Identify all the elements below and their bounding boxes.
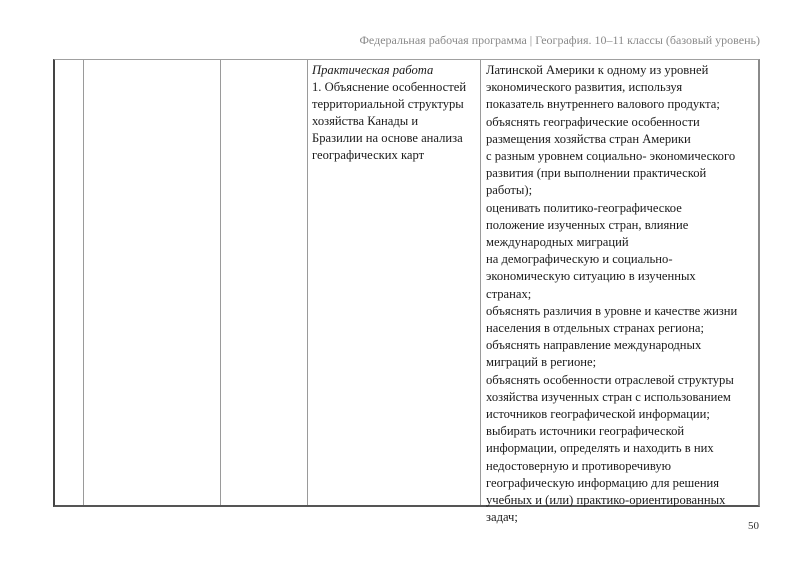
activity-line: выбирать источники географической — [486, 424, 685, 439]
activity-line: задач; — [486, 510, 518, 525]
activity-line: на демографическую и социально- — [486, 252, 673, 267]
content-line: хозяйства Канады и — [312, 114, 419, 128]
activity-line: географическую информацию для решения — [486, 475, 720, 490]
activity-line: миграций в регионе; — [486, 355, 597, 370]
activity-line: экономического развития, используя — [486, 80, 683, 95]
activity-line: Латинской Америки к одному из уровней — [486, 63, 709, 77]
activity-line: информации, определять и находить в них — [486, 441, 714, 456]
activity-line: оценивать политико-географическое — [486, 200, 682, 215]
cell-number — [55, 60, 84, 505]
cell-topic — [84, 60, 221, 505]
activity-line: странах; — [486, 286, 532, 301]
page-number: 50 — [748, 520, 759, 532]
curriculum-table — [53, 59, 760, 525]
content-line: территориальной структуры — [312, 97, 464, 111]
activity-line: хозяйства изученных стран с использованием — [486, 389, 731, 404]
content-line: 1. Объяснение особенностей — [312, 80, 467, 94]
activity-line: объяснять географические особенности — [486, 114, 700, 129]
activity-line: экономическую ситуацию в изученных — [486, 269, 696, 284]
activity-line: международных миграций — [486, 235, 629, 250]
activity-line: источников географической информации; — [486, 407, 710, 422]
activity-line: объяснять особенности отраслевой структуры — [486, 372, 734, 387]
activity-line: учебных и (или) практико-ориентированных — [486, 493, 726, 508]
practical-work-heading: Практическая работа — [312, 63, 434, 77]
activity-line: работы); — [486, 183, 533, 198]
content-line: Бразилии на основе анализа — [312, 131, 463, 145]
cell-activities — [481, 60, 758, 525]
activity-line: объяснять направление международных — [486, 338, 702, 353]
activity-line: с разным уровнем социально- экономического — [486, 149, 736, 164]
cell-content — [308, 60, 481, 505]
cell-hours — [221, 60, 308, 505]
activity-line: недостоверную и противоречивую — [486, 458, 672, 473]
content-line: географических карт — [312, 148, 425, 162]
activity-line: объяснять различия в уровне и качестве жизни — [486, 303, 738, 318]
activity-line: показатель внутреннего валового продукта; — [486, 97, 720, 112]
activity-line: населения в отдельных странах региона; — [486, 321, 705, 336]
activity-line: развития (при выполнении практической — [486, 166, 707, 181]
running-header: Федеральная рабочая программа | География. 10–11 классы (базовый уровень) — [359, 33, 760, 47]
activity-line: размещения хозяйства стран Америки — [486, 131, 691, 146]
activity-line: положение изученных стран, влияние — [486, 217, 689, 232]
